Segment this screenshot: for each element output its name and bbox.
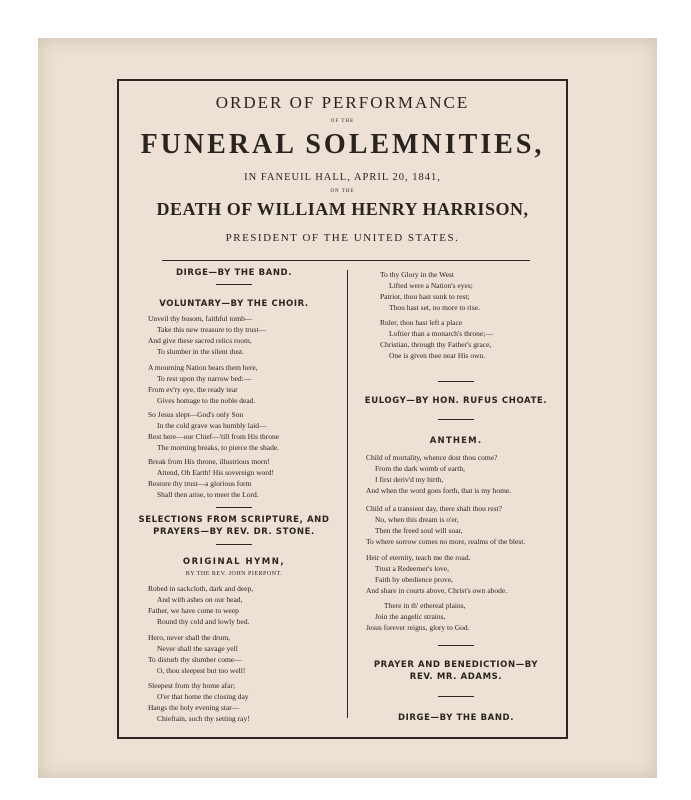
verse-line: Thou hast set, no more to rise.: [389, 303, 480, 312]
poem-stanza: [148, 362, 258, 406]
dirge-heading-final: DIRGE—BY THE BAND.: [397, 713, 515, 723]
prayer-heading-2: REV. MR. ADAMS.: [409, 672, 503, 682]
short-rule: [216, 544, 252, 545]
poem-stanza: [148, 409, 279, 453]
verse-line: Ruler, thou hast left a place: [380, 318, 463, 327]
selections-heading-2: PRAYERS—BY REV. DR. STONE.: [153, 527, 315, 537]
poem-stanza: [148, 583, 253, 627]
poem-stanza: [148, 680, 250, 724]
eulogy-heading: EULOGY—BY HON. RUFUS CHOATE.: [364, 396, 548, 406]
title-funeral: FUNERAL SOLEMNITIES,: [140, 129, 545, 160]
verse-line: So Jesus slept—God's only Son: [148, 410, 244, 419]
verse-line: Trust a Redeemer's love,: [375, 564, 449, 573]
verse-line: Loftier than a monarch's throne;—: [389, 329, 493, 338]
verse-line: Hangs the holy evening star—: [148, 703, 240, 712]
verse-line: Break from His throne, illustrious morn!: [148, 457, 270, 466]
short-rule: [438, 419, 474, 420]
header-divider: [162, 260, 530, 261]
verse-line: To slumber in the silent dust.: [157, 347, 244, 356]
title-president: PRESIDENT OF THE UNITED STATES.: [225, 232, 460, 244]
verse-line: And give these sacred relics room,: [148, 336, 252, 345]
verse-line: O, thou sleepest but too well!: [157, 666, 246, 675]
short-rule: [438, 645, 474, 646]
verse-line: The morning breaks, to pierce the shade.: [157, 443, 280, 452]
verse-line: Then the freed soul will soar,: [375, 526, 463, 535]
verse-line: A mourning Nation bears them here,: [148, 363, 258, 372]
dirge-heading: DIRGE—BY THE BAND.: [175, 268, 293, 278]
poem-stanza: [148, 313, 266, 357]
verse-line: Patriot, thou hast sunk to rest;: [380, 292, 470, 301]
verse-line: Round thy cold and lowly bed.: [157, 617, 250, 626]
verse-line: Jesus forever reigns, glory to God.: [366, 623, 470, 632]
verse-line: Rest here—our Chief—'till from His throne: [148, 432, 280, 441]
verse-line: Christian, through thy Father's grace,: [380, 340, 492, 349]
poem-stanza: [380, 269, 480, 313]
short-rule: [216, 507, 252, 508]
poem-stanza: [366, 600, 470, 633]
verse-line: Faith by obedience prove,: [375, 575, 453, 584]
verse-line: Never shall the savage yell: [157, 644, 238, 653]
verse-line: Shall then arise, to meet the Lord.: [157, 490, 259, 499]
short-rule: [438, 381, 474, 382]
column-divider: [347, 270, 348, 718]
verse-line: To thy Glory in the West: [380, 270, 454, 279]
verse-line: Take this new treasure to thy trust—: [157, 325, 267, 334]
poem-stanza: [380, 317, 493, 361]
poem-stanza: [366, 452, 511, 496]
title-date: IN FANEUIL HALL, APRIL 20, 1841,: [244, 172, 441, 183]
verse-line: To rest upon thy narrow bed:—: [157, 374, 252, 383]
short-rule: [438, 696, 474, 697]
selections-heading-1: SELECTIONS FROM SCRIPTURE, AND: [138, 515, 330, 525]
verse-line: One is given thee near His own.: [389, 351, 486, 360]
title-line-on-the: ON THE: [330, 189, 355, 194]
poem-stanza: [148, 632, 245, 676]
title-death: DEATH OF WILLIAM HENRY HARRISON,: [156, 199, 529, 219]
verse-line: And with ashes on our head,: [157, 595, 243, 604]
verse-line: Child of a transient day, there shalt thou rest?: [366, 504, 502, 513]
verse-line: To where sorrow comes no more, realms of the blest.: [366, 537, 526, 546]
voluntary-heading: VOLUNTARY—BY THE CHOIR.: [159, 299, 309, 309]
verse-line: In the cold grave was humbly laid—: [157, 421, 267, 430]
short-rule: [216, 284, 252, 285]
verse-line: From the dark womb of earth,: [375, 464, 465, 473]
verse-line: Chieftain, such thy setting ray!: [157, 714, 250, 723]
poem-stanza: [366, 503, 525, 547]
verse-line: I first deriv'd my birth,: [375, 475, 444, 484]
verse-line: No, when this dream is o'er,: [375, 515, 459, 524]
verse-line: O'er that home the closing day: [157, 692, 249, 701]
verse-line: Robed in sackcloth, dark and deep,: [148, 584, 254, 593]
anthem-heading: ANTHEM.: [429, 436, 483, 446]
verse-line: Sleepest from thy home afar;: [148, 681, 236, 690]
hymn-heading: ORIGINAL HYMN,: [182, 557, 286, 567]
verse-line: And share in courts above, Christ's own abode.: [366, 586, 508, 595]
verse-line: Restore thy trust—a glorious form: [148, 479, 252, 488]
verse-line: To disturb thy slumber come—: [148, 655, 242, 664]
verse-line: Join the angelic strains,: [375, 612, 446, 621]
verse-line: Heir of eternity, teach me the road.: [366, 553, 471, 562]
verse-line: There in th' ethereal plains,: [384, 601, 466, 610]
verse-line: Unveil thy bosom, faithful tomb—: [148, 314, 253, 323]
poem-stanza: [148, 456, 274, 500]
hymn-author: BY THE REV. JOHN PIERPONT.: [185, 571, 283, 577]
verse-line: Hero, never shall the drum,: [148, 633, 231, 642]
title-line-of-the: OF THE: [330, 119, 355, 124]
verse-line: Father, we have come to weep: [148, 606, 239, 615]
verse-line: From ev'ry eye, the ready tear: [148, 385, 238, 394]
poem-stanza: [366, 552, 507, 596]
prayer-heading-1: PRAYER AND BENEDICTION—BY: [373, 660, 539, 670]
verse-line: Lifted were a Nation's eyes;: [389, 281, 473, 290]
title-line-order: ORDER OF PERFORMANCE: [215, 93, 470, 112]
verse-line: Gives homage to the noble dead.: [157, 396, 256, 405]
verse-line: Attend, Oh Earth! His sovereign word!: [157, 468, 275, 477]
verse-line: Child of mortality, whence dost thou come?: [366, 453, 498, 462]
verse-line: And when the word goes forth, that is my home.: [366, 486, 512, 495]
